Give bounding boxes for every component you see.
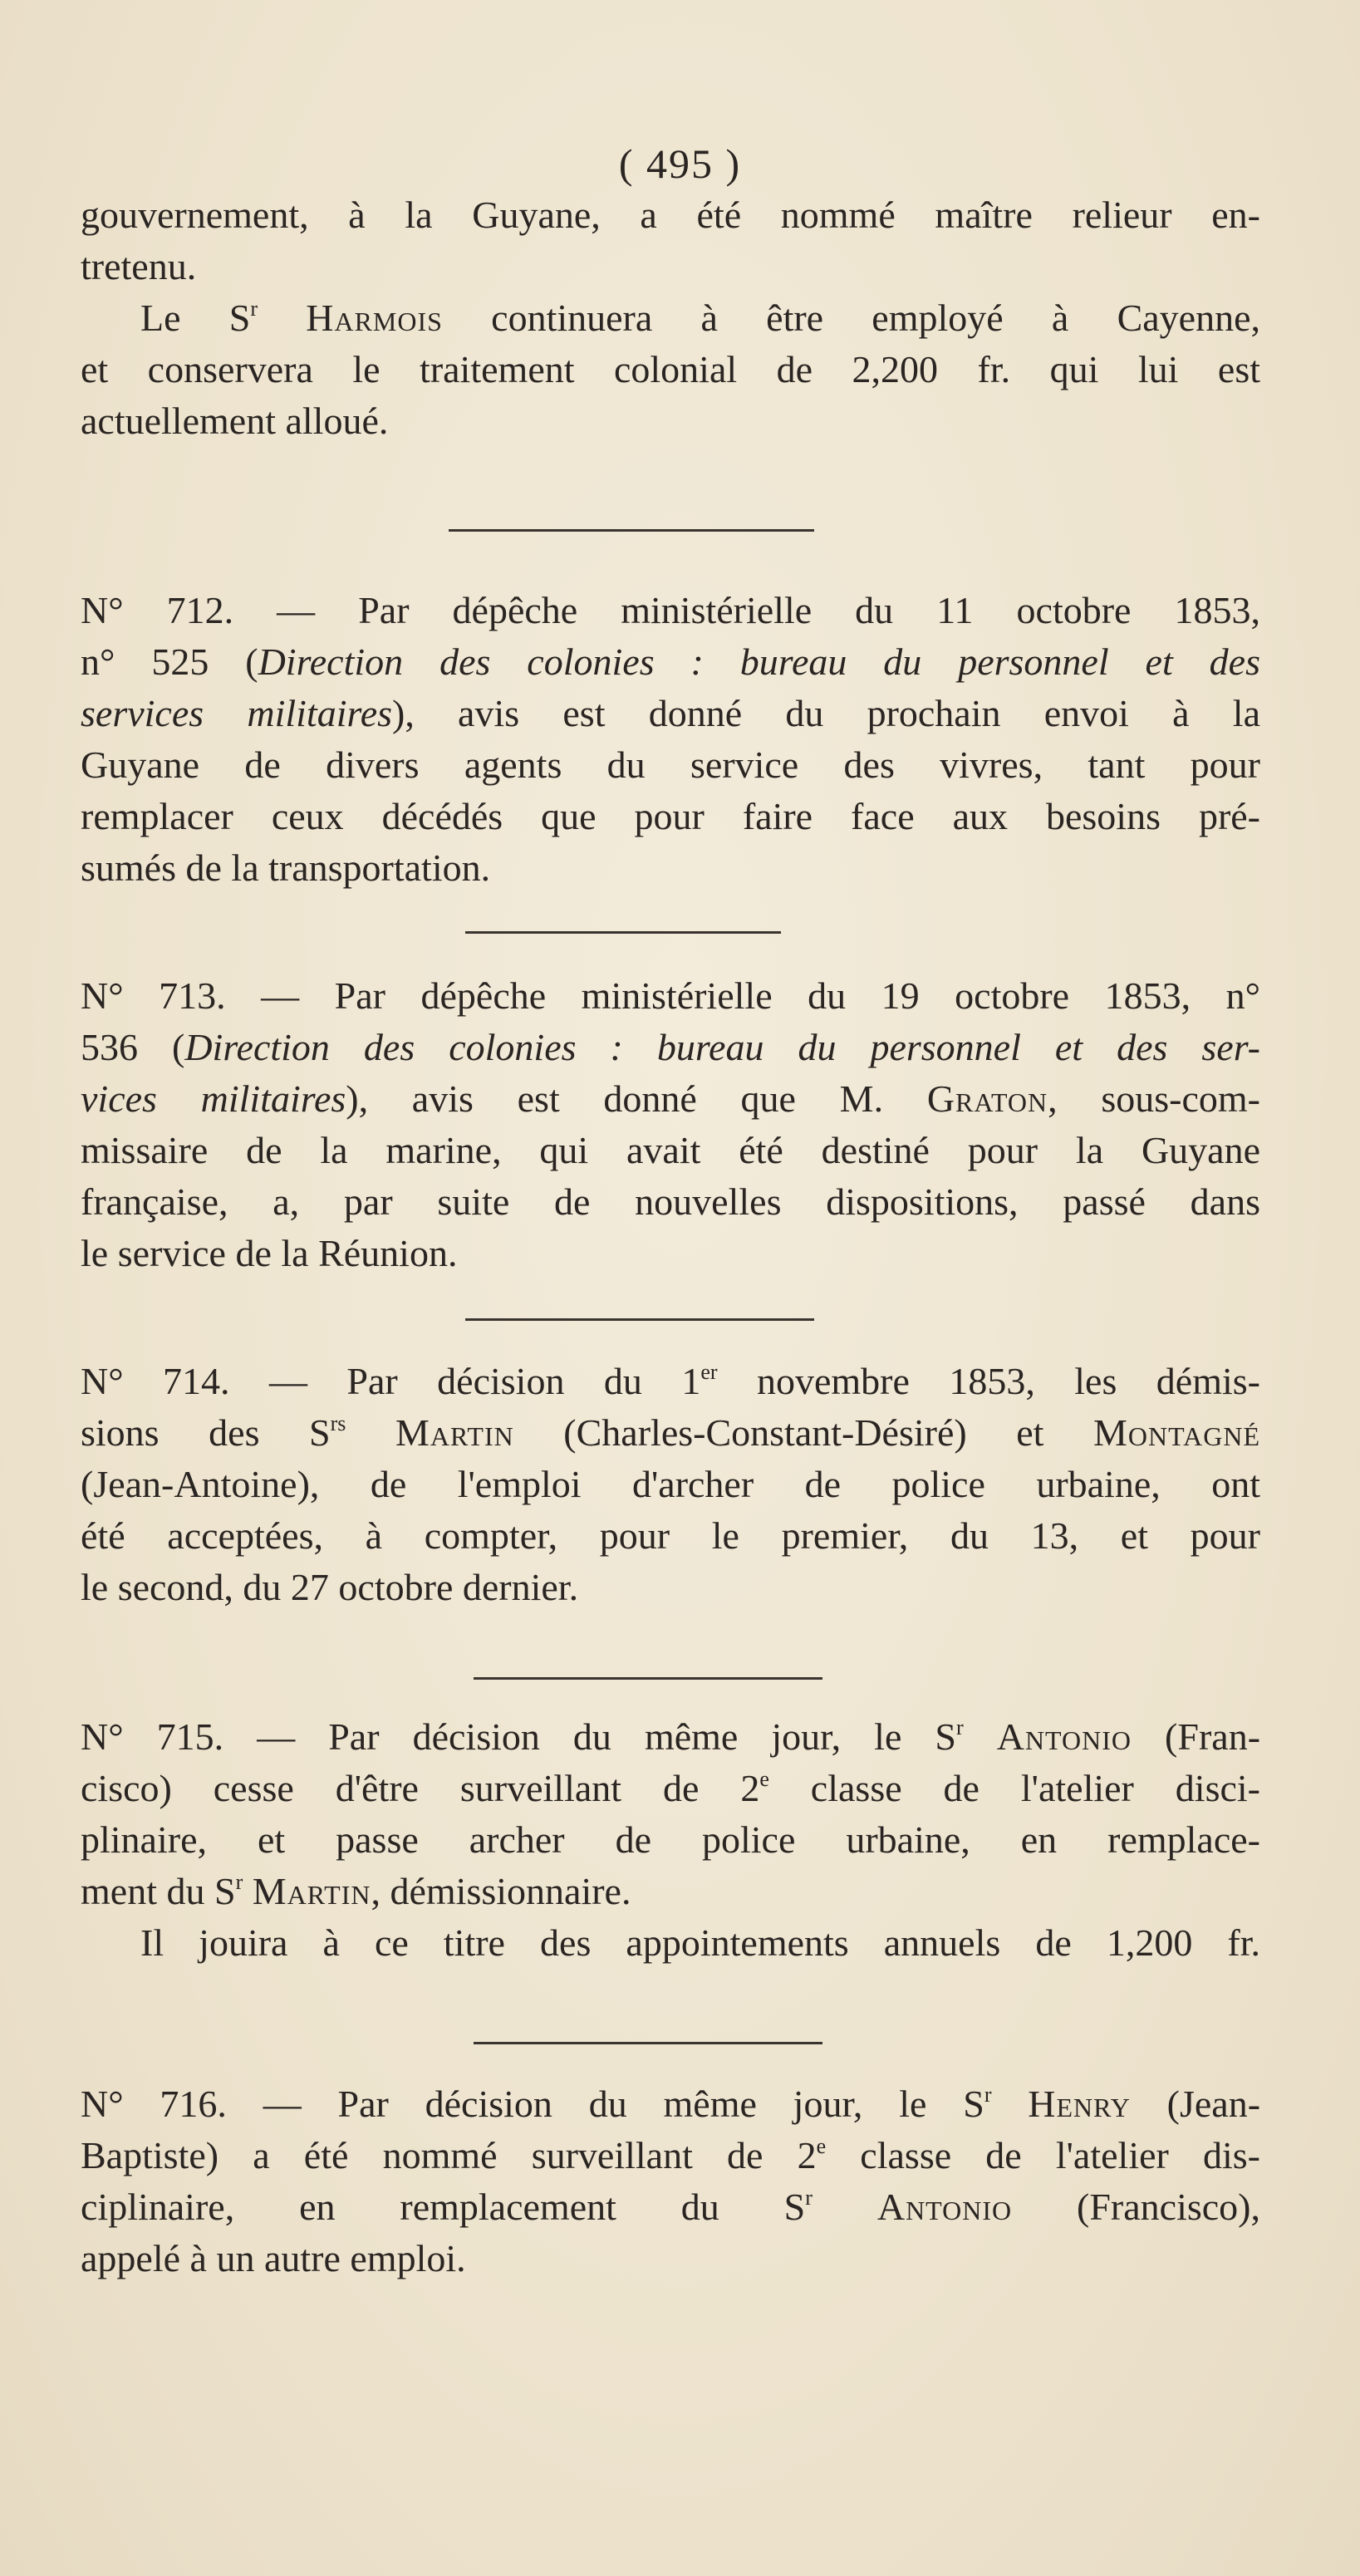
entry-715 [81, 1711, 1260, 1969]
entry-number: N° 712. [81, 589, 234, 631]
text-line: N° 713. — Par dépêche ministérielle du 19 octobre 1853, n° [81, 974, 1261, 1017]
entry-number: N° 714. [81, 1360, 230, 1402]
text-line: n° 525 (Direction des colonies : bureau du personnel et des [81, 640, 1260, 683]
person-name: Martin [395, 1411, 514, 1454]
text-line: Baptiste) a été nommé surveillant de 2e classe de l'atelier dis- [81, 2134, 1260, 2176]
text-line: 536 (Direction des colonies : bureau du personnel et des ser- [81, 1026, 1260, 1068]
text-line: été acceptées, à compter, pour le premier, du 13, et pour [81, 1514, 1260, 1557]
person-name: Graton [926, 1077, 1048, 1120]
text-line: et conservera le traitement colonial de 2,200 fr. qui lui est [81, 348, 1260, 390]
text-line: le second, du 27 octobre dernier. [81, 1566, 579, 1608]
text-line: le service de la Réunion. [81, 1232, 458, 1274]
entry-713 [81, 970, 1260, 1279]
section-divider [465, 1318, 814, 1321]
text-line: ciplinaire, en remplacement du $S^r$ Antonio (Francisco), [81, 2186, 1260, 2228]
person-name: Montagné [1093, 1411, 1261, 1454]
text-line: N° 714. — Par décision du 1er novembre 1853, les démis- [81, 1360, 1260, 1402]
text-line: tretenu. [81, 245, 197, 287]
text-line: appelé à un autre emploi. [81, 2237, 466, 2279]
person-name: Antonio [996, 1715, 1132, 1758]
section-divider [449, 529, 814, 532]
text-line: N° 715. — Par décision du même jour, le $S^r$ Antonio (Fran- [81, 1715, 1261, 1758]
text-line: sions des $S^{rs}$ Martin (Charles-Constant-Désiré) et Montagné [81, 1411, 1261, 1454]
text-line: actuellement alloué. [81, 400, 389, 442]
section-divider [474, 2042, 822, 2044]
entry-number: N° 715. [81, 1715, 224, 1758]
intro-paragraph [81, 189, 1260, 447]
text-line: cisco) cesse d'être surveillant de 2e classe de l'atelier disci- [81, 1767, 1260, 1809]
text-line: Le $S^r$ Harmois continuera à être employé à Cayenne, [140, 297, 1260, 339]
entry-712 [81, 585, 1260, 894]
text-line: vices militaires), avis est donné que M. Graton, sous-com- [81, 1077, 1260, 1120]
page-number: ( 495 ) [618, 140, 742, 187]
person-name: Martin [252, 1870, 371, 1912]
text-line: (Jean-Antoine), de l'emploi d'archer de police urbaine, ont [81, 1463, 1260, 1505]
text-line: gouvernement, à la Guyane, a été nommé maître relieur en- [81, 194, 1260, 236]
entry-number: N° 713. [81, 974, 226, 1017]
person-name: Antonio [876, 2186, 1013, 2228]
text-line: plinaire, et passe archer de police urbaine, en remplace- [81, 1818, 1260, 1861]
text-line: Il jouira à ce titre des appointements annuels de 1,200 fr. [140, 1921, 1260, 1964]
text-line: services militaires), avis est donné du prochain envoi à la [81, 692, 1260, 734]
entry-714 [81, 1356, 1260, 1613]
text-line: sumés de la transportation. [81, 846, 491, 889]
section-divider [474, 1677, 822, 1680]
text-line: missaire de la marine, qui avait été destiné pour la Guyane [81, 1129, 1260, 1171]
person-name: Harmois [306, 297, 443, 339]
person-name: Henry [1028, 2083, 1131, 2125]
text-line: française, a, par suite de nouvelles dispositions, passé dans [81, 1180, 1260, 1223]
text-line: N° 712. — Par dépêche ministérielle du 11 octobre 1853, [81, 589, 1260, 631]
text-line: remplacer ceux décédés que pour faire face aux besoins pré- [81, 795, 1260, 837]
entry-number: N° 716. [81, 2083, 227, 2125]
text-line: N° 716. — Par décision du même jour, le $S^r$ Henry (Jean- [81, 2083, 1261, 2125]
text-line: Guyane de divers agents du service des vivres, tant pour [81, 743, 1260, 786]
section-divider [465, 931, 781, 934]
entry-716 [81, 2078, 1260, 2284]
text-line: ment du $S^r$ Martin, démissionnaire. [81, 1870, 631, 1912]
